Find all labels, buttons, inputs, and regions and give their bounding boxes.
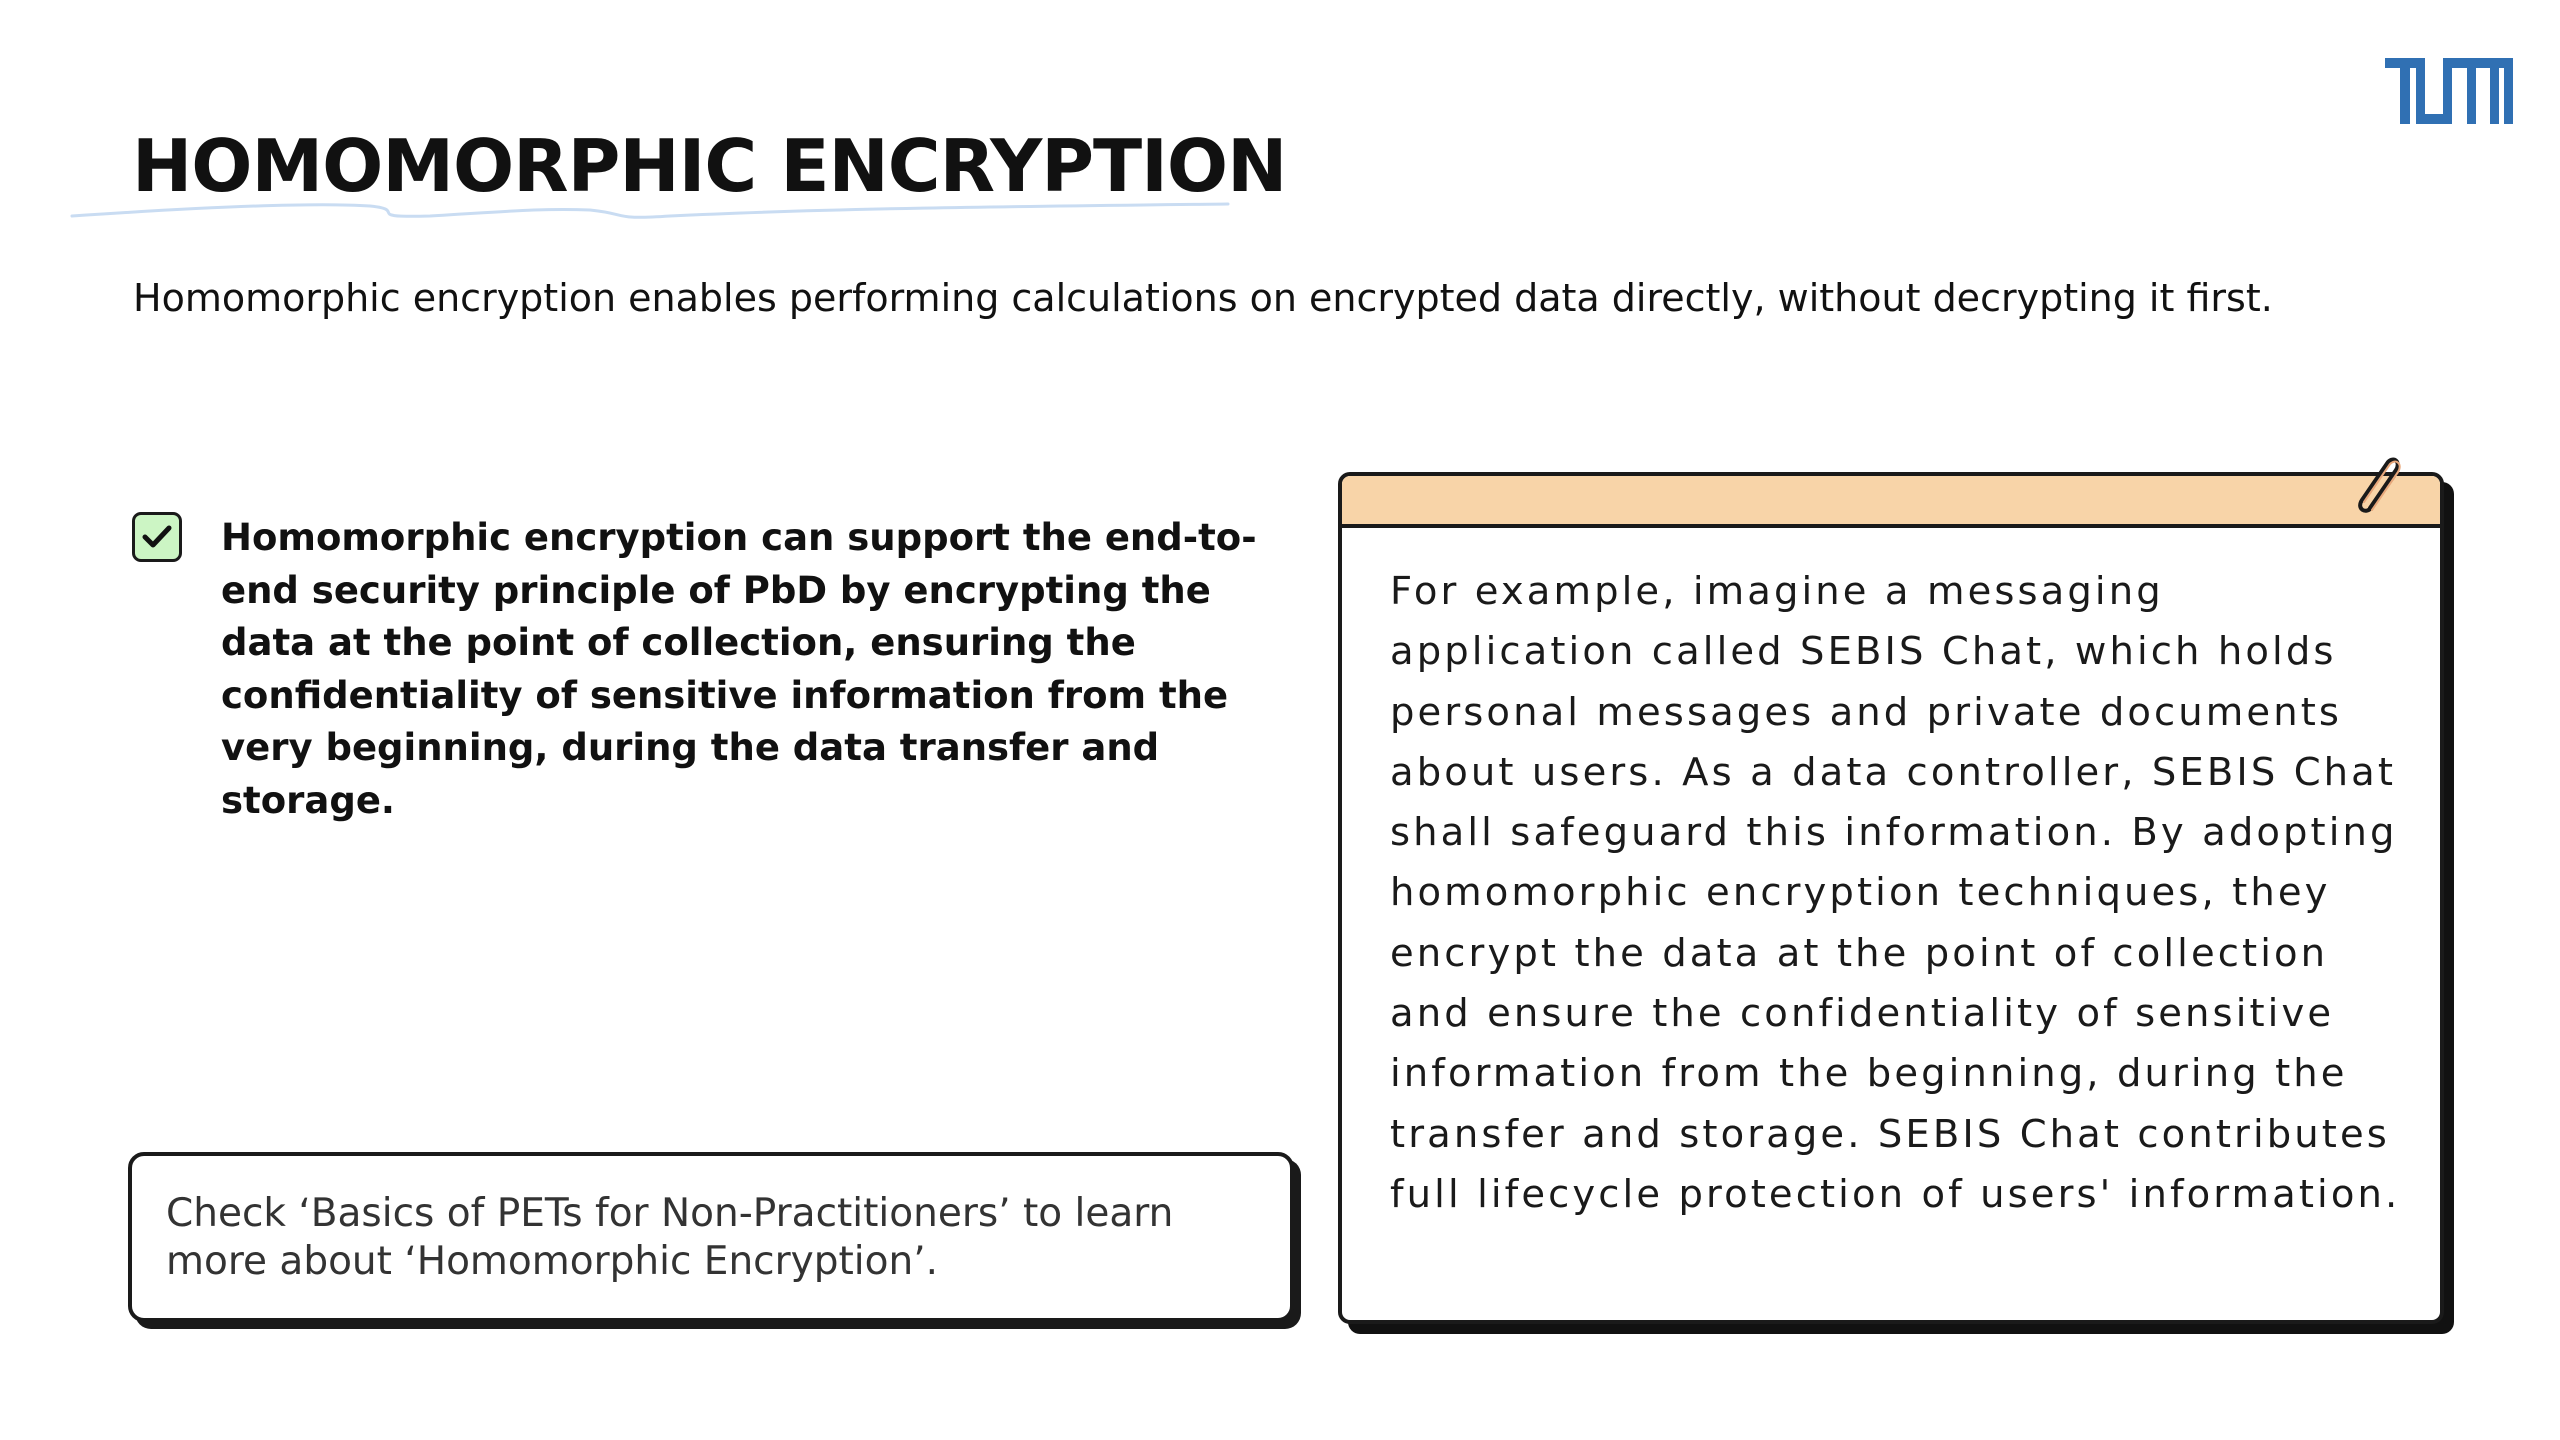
page-subtitle: Homomorphic encryption enables performing calculations on encrypted data directly, without decrypting it first.: [133, 276, 2273, 320]
checkbox[interactable]: [132, 512, 182, 562]
example-card-text: For example, imagine a messaging application called SEBIS Chat, which holds personal messages and private documents about users. As a data controller, SEBIS Chat shall safeguard this information. By adopting homomorphic encryption techniques, they encrypt the data at the point of collection and ensure the confidentiality of sensitive information from the beginning, during the transfer and storage. SEBIS Chat contributes full lifecycle protection of users' information.: [1390, 569, 2401, 1217]
reference-note-box: [128, 1152, 1294, 1322]
checklist-item-text: Homomorphic encryption can support the end-to-end security principle of PbD by encrypting the data at the point of collection, ensuring the confidentiality of sensitive information from the very beginning, during the data transfer and storage.: [221, 516, 1257, 822]
example-card: [1338, 472, 2444, 1324]
reference-note-text: Check ‘Basics of PETs for Non-Practitioners’ to learn more about ‘Homomorphic Encryption’.: [166, 1191, 1174, 1284]
example-card-header: [1342, 476, 2440, 528]
checkmark-icon: [142, 524, 172, 550]
paperclip-icon: [2352, 454, 2408, 520]
page-title: HOMOMORPHIC ENCRYPTION: [132, 124, 1287, 208]
title-underline-decoration: [70, 188, 1230, 224]
tum-logo-icon: [2385, 58, 2513, 124]
